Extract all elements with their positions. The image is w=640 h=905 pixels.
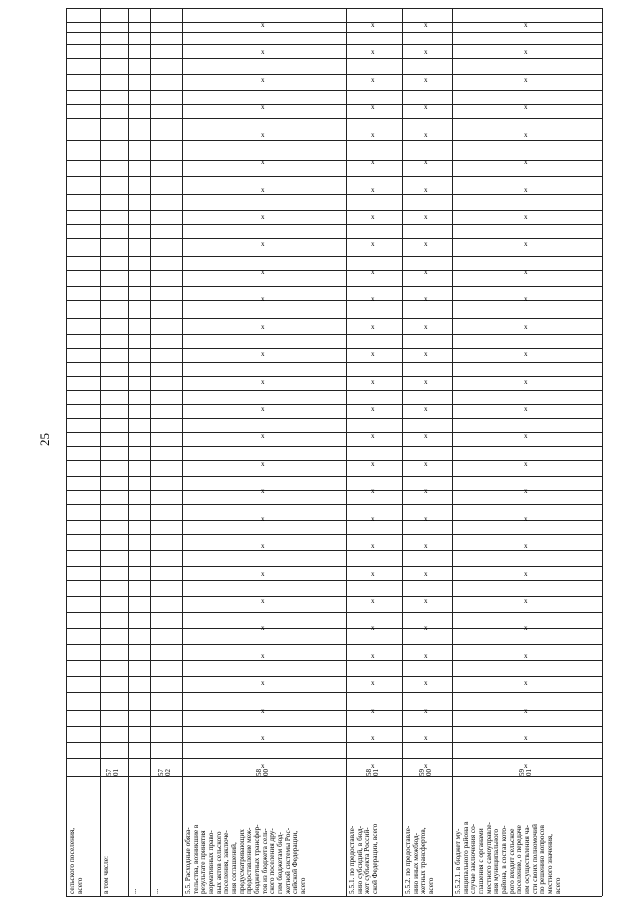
- empty-cell-mark: x: [371, 240, 375, 248]
- empty-cell-mark: x: [524, 405, 528, 413]
- empty-cell-mark: x: [524, 323, 528, 331]
- row-code: 57 02: [157, 769, 172, 776]
- empty-cell-mark: x: [371, 21, 375, 29]
- empty-cell-mark: x: [261, 624, 265, 632]
- table-top-border: [66, 8, 602, 9]
- empty-cell-mark: x: [424, 487, 428, 495]
- empty-cell-mark: x: [261, 268, 265, 276]
- row-label: ...: [129, 888, 138, 894]
- empty-cell-mark: x: [524, 597, 528, 605]
- empty-cell-mark: x: [524, 21, 528, 29]
- grid-line: [66, 90, 602, 91]
- row-code: 58 00: [255, 769, 270, 776]
- grid-line: [66, 270, 602, 271]
- grid-line: [66, 432, 602, 433]
- grid-line: [66, 476, 602, 477]
- empty-cell-mark: x: [261, 48, 265, 56]
- grid-line: [66, 596, 602, 597]
- grid-line: [66, 224, 602, 225]
- row-code: 59 00: [418, 769, 433, 776]
- grid-line: [66, 176, 602, 177]
- grid-line: [66, 660, 602, 661]
- row-divider: [66, 8, 67, 896]
- empty-cell-mark: x: [524, 268, 528, 276]
- empty-cell-mark: x: [261, 734, 265, 742]
- empty-cell-mark: x: [261, 240, 265, 248]
- grid-line: [66, 534, 602, 535]
- empty-cell-mark: x: [424, 432, 428, 440]
- grid-line: [66, 44, 602, 45]
- row-code: 58 01: [365, 769, 380, 776]
- empty-cell-mark: x: [524, 186, 528, 194]
- grid-line: [66, 612, 602, 613]
- grid-line: [66, 348, 602, 349]
- row-label: 5.5.2. по предоставле- нию иных межбюд- жетных трансфертов, всего: [403, 825, 435, 894]
- empty-cell-mark: x: [424, 734, 428, 742]
- grid-line: [66, 238, 602, 239]
- empty-cell-mark: x: [261, 186, 265, 194]
- empty-cell-mark: x: [424, 679, 428, 687]
- empty-cell-mark: x: [371, 487, 375, 495]
- empty-cell-mark: x: [371, 762, 375, 770]
- empty-cell-mark: x: [524, 652, 528, 660]
- empty-cell-mark: x: [261, 131, 265, 139]
- grid-line: [66, 318, 602, 319]
- empty-cell-mark: x: [424, 707, 428, 715]
- empty-cell-mark: x: [371, 460, 375, 468]
- grid-line: [66, 580, 602, 581]
- grid-line: [66, 550, 602, 551]
- grid-line: [66, 726, 602, 727]
- empty-cell-mark: x: [424, 515, 428, 523]
- grid-line: [66, 676, 602, 677]
- grid-line: [66, 390, 602, 391]
- grid-line: [66, 334, 602, 335]
- empty-cell-mark: x: [371, 432, 375, 440]
- empty-cell-mark: x: [371, 213, 375, 221]
- empty-cell-mark: x: [524, 762, 528, 770]
- empty-cell-mark: x: [524, 624, 528, 632]
- grid-line: [66, 362, 602, 363]
- grid-line: [66, 376, 602, 377]
- empty-cell-mark: x: [371, 76, 375, 84]
- empty-cell-mark: x: [424, 405, 428, 413]
- empty-cell-mark: x: [424, 295, 428, 303]
- empty-cell-mark: x: [371, 186, 375, 194]
- empty-cell-mark: x: [424, 597, 428, 605]
- empty-cell-mark: x: [371, 707, 375, 715]
- row-code: 57 01: [105, 769, 120, 776]
- empty-cell-mark: x: [371, 323, 375, 331]
- empty-cell-mark: x: [524, 76, 528, 84]
- row-label: ...: [151, 888, 160, 894]
- table-bottom-border: [66, 896, 602, 897]
- empty-cell-mark: x: [524, 734, 528, 742]
- grid-line: [66, 118, 602, 119]
- empty-cell-mark: x: [371, 542, 375, 550]
- grid-line: [66, 644, 602, 645]
- empty-cell-mark: x: [371, 48, 375, 56]
- grid-line: [66, 256, 602, 257]
- empty-cell-mark: x: [371, 597, 375, 605]
- row-divider: [150, 8, 151, 896]
- empty-cell-mark: x: [424, 131, 428, 139]
- empty-cell-mark: x: [424, 268, 428, 276]
- grid-line: [66, 104, 602, 105]
- empty-cell-mark: x: [424, 350, 428, 358]
- empty-cell-mark: x: [524, 570, 528, 578]
- row-divider: [346, 8, 347, 896]
- empty-cell-mark: x: [424, 624, 428, 632]
- empty-cell-mark: x: [524, 515, 528, 523]
- grid-line: [66, 628, 602, 629]
- row-divider: [128, 8, 129, 896]
- empty-cell-mark: x: [371, 350, 375, 358]
- empty-cell-mark: x: [424, 48, 428, 56]
- empty-cell-mark: x: [424, 460, 428, 468]
- empty-cell-mark: x: [524, 295, 528, 303]
- empty-cell-mark: x: [524, 158, 528, 166]
- grid-line: [66, 418, 602, 419]
- empty-cell-mark: x: [524, 240, 528, 248]
- empty-cell-mark: x: [261, 570, 265, 578]
- empty-cell-mark: x: [371, 268, 375, 276]
- empty-cell-mark: x: [524, 460, 528, 468]
- empty-cell-mark: x: [261, 21, 265, 29]
- row-label: 5.5.2.1. в бюджет му- ниципального района в случае заключения со- глашения с органами местного самоуправле- ния муниципального района, в состав кото- рого входит сельское поселение, о передаче им осуществления ча- сти своих полномочий по решению вопросов местного значения, всего: [453, 821, 562, 894]
- grid-line: [66, 520, 602, 521]
- grid-line: [66, 460, 602, 461]
- empty-cell-mark: x: [261, 405, 265, 413]
- empty-cell-mark: x: [261, 213, 265, 221]
- grid-line: [66, 300, 602, 301]
- grid-line: [66, 194, 602, 195]
- empty-cell-mark: x: [261, 378, 265, 386]
- empty-cell-mark: x: [424, 186, 428, 194]
- empty-cell-mark: x: [424, 103, 428, 111]
- empty-cell-mark: x: [261, 460, 265, 468]
- row-divider: [402, 8, 403, 896]
- empty-cell-mark: x: [261, 515, 265, 523]
- row-divider: [182, 8, 183, 896]
- empty-cell-mark: x: [424, 378, 428, 386]
- empty-cell-mark: x: [261, 762, 265, 770]
- empty-cell-mark: x: [261, 295, 265, 303]
- grid-line: [66, 74, 602, 75]
- grid-line: [66, 566, 602, 567]
- grid-line: [66, 210, 602, 211]
- empty-cell-mark: x: [371, 405, 375, 413]
- empty-cell-mark: x: [261, 350, 265, 358]
- grid-line: [66, 140, 602, 141]
- empty-cell-mark: x: [524, 48, 528, 56]
- empty-cell-mark: x: [524, 679, 528, 687]
- empty-cell-mark: x: [261, 597, 265, 605]
- grid-line: [66, 490, 602, 491]
- empty-cell-mark: x: [524, 350, 528, 358]
- empty-cell-mark: x: [371, 515, 375, 523]
- empty-cell-mark: x: [371, 652, 375, 660]
- empty-cell-mark: x: [371, 734, 375, 742]
- empty-cell-mark: x: [261, 542, 265, 550]
- row-code: 59 01: [518, 769, 533, 776]
- empty-cell-mark: x: [261, 158, 265, 166]
- empty-cell-mark: x: [424, 21, 428, 29]
- empty-cell-mark: x: [524, 707, 528, 715]
- grid-line: [66, 160, 602, 161]
- empty-cell-mark: x: [524, 378, 528, 386]
- grid-line: [66, 404, 602, 405]
- empty-cell-mark: x: [424, 542, 428, 550]
- empty-cell-mark: x: [524, 213, 528, 221]
- row-label: 5.5. Расходные обяза- тельства, возникшие в результате принятия нормативных право- вых актов сельского поселения, заключе- ния соглашений, предусматривающих предоставление меж- бюджетных трансфер- тов из бюджета сель- ского поселения дру- гим бюджетам бюд- жетной системы Рос- сийской Федерации, всего: [183, 824, 307, 894]
- row-divider: [452, 8, 453, 896]
- empty-cell-mark: x: [261, 652, 265, 660]
- grid-line: [66, 22, 602, 23]
- empty-cell-mark: x: [371, 570, 375, 578]
- empty-cell-mark: x: [371, 378, 375, 386]
- empty-cell-mark: x: [524, 103, 528, 111]
- row-label: в том числе:: [101, 855, 110, 894]
- empty-cell-mark: x: [424, 323, 428, 331]
- empty-cell-mark: x: [371, 158, 375, 166]
- empty-cell-mark: x: [424, 76, 428, 84]
- row-divider: [602, 8, 603, 896]
- grid-line: [66, 286, 602, 287]
- empty-cell-mark: x: [261, 679, 265, 687]
- empty-cell-mark: x: [371, 624, 375, 632]
- empty-cell-mark: x: [524, 131, 528, 139]
- empty-cell-mark: x: [424, 240, 428, 248]
- grid-line: [66, 692, 602, 693]
- empty-cell-mark: x: [424, 762, 428, 770]
- empty-cell-mark: x: [261, 487, 265, 495]
- empty-cell-mark: x: [371, 295, 375, 303]
- empty-cell-mark: x: [261, 432, 265, 440]
- empty-cell-mark: x: [261, 76, 265, 84]
- page-number: 25: [37, 433, 52, 446]
- grid-line: [66, 504, 602, 505]
- empty-cell-mark: x: [424, 158, 428, 166]
- empty-cell-mark: x: [424, 652, 428, 660]
- empty-cell-mark: x: [524, 487, 528, 495]
- empty-cell-mark: x: [261, 103, 265, 111]
- label-separator-line: [66, 776, 602, 777]
- empty-cell-mark: x: [371, 131, 375, 139]
- row-label: сельского поселения, всего: [67, 827, 84, 894]
- empty-cell-mark: x: [371, 103, 375, 111]
- empty-cell-mark: x: [424, 213, 428, 221]
- grid-line: [66, 58, 602, 59]
- grid-line: [66, 742, 602, 743]
- empty-cell-mark: x: [261, 707, 265, 715]
- empty-cell-mark: x: [524, 542, 528, 550]
- grid-line: [66, 446, 602, 447]
- empty-cell-mark: x: [261, 323, 265, 331]
- empty-cell-mark: x: [424, 570, 428, 578]
- grid-line: [66, 32, 602, 33]
- empty-cell-mark: x: [371, 679, 375, 687]
- grid-line: [66, 710, 602, 711]
- row-divider: [100, 8, 101, 896]
- row-label: 5.5.1. по предоставле- нию субсидий, в бюд- жет субъекта Россий- ской Федерации, всего: [347, 823, 379, 894]
- empty-cell-mark: x: [524, 432, 528, 440]
